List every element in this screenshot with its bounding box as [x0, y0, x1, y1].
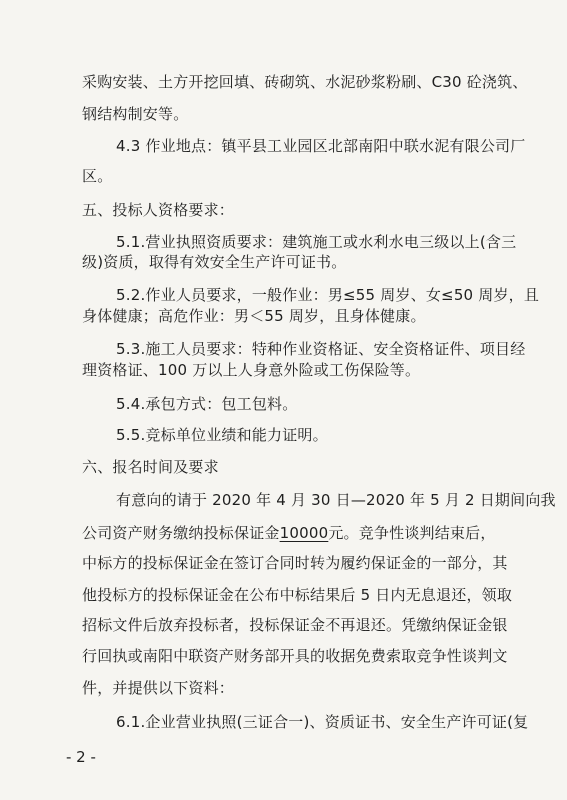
- text-line: 6.1.企业营业执照(三证合一)、资质证书、安全生产许可证(复: [116, 713, 529, 731]
- text-line: 中标方的投标保证金在签订合同时转为履约保证金的一部分，其: [82, 554, 508, 572]
- text-line: 采购安装、土方开挖回填、砖砌筑、水泥砂浆粉刷、C30 砼浇筑、: [82, 73, 528, 91]
- text-line: 招标文件后放弃投标者，投标保证金不再退还。凭缴纳保证金银: [82, 616, 508, 634]
- section-heading: 六、报名时间及要求: [82, 458, 219, 476]
- text-line: 身体健康；高危作业：男＜55 周岁，且身体健康。: [82, 307, 426, 325]
- text-line: 5.5.竞标单位业绩和能力证明。: [116, 426, 328, 444]
- text-line: 级)资质，取得有效安全生产许可证书。: [82, 253, 347, 271]
- text-segment: 元。竞争性谈判结束后，: [328, 524, 496, 542]
- text-line: 5.2.作业人员要求，一般作业：男≤55 周岁、女≤50 周岁，且: [116, 286, 540, 304]
- text-segment: 公司资产财务缴纳投标保证金: [82, 524, 280, 542]
- text-line: 5.3.施工人员要求：特种作业资格证、安全资格证件、项目经: [116, 340, 526, 358]
- deposit-amount: 10000: [279, 524, 329, 542]
- text-line: [82, 523, 496, 543]
- text-line: 5.4.承包方式：包工包料。: [116, 395, 298, 413]
- section-heading: 五、投标人资格要求：: [82, 201, 235, 219]
- text-line: 件，并提供以下资料：: [82, 679, 235, 697]
- text-line: 有意向的请于 2020 年 4 月 30 日—2020 年 5 月 2 日期间向我: [116, 491, 556, 509]
- text-line: 4.3 作业地点：镇平县工业园区北部南阳中联水泥有限公司厂: [116, 137, 526, 155]
- text-line: 行回执或南阳中联资产财务部开具的收据免费索取竞争性谈判文: [82, 647, 508, 665]
- text-line: 钢结构制安等。: [82, 105, 189, 123]
- text-line: 他投标方的投标保证金在公布中标结果后 5 日内无息退还，领取: [82, 586, 513, 604]
- text-line: 5.1.营业执照资质要求：建筑施工或水利水电三级以上(含三: [116, 233, 517, 251]
- text-line: 理资格证、100 万以上人身意外险或工伤保险等。: [82, 361, 421, 379]
- text-line: 区。: [82, 167, 113, 185]
- page-number: - 2 -: [66, 748, 96, 766]
